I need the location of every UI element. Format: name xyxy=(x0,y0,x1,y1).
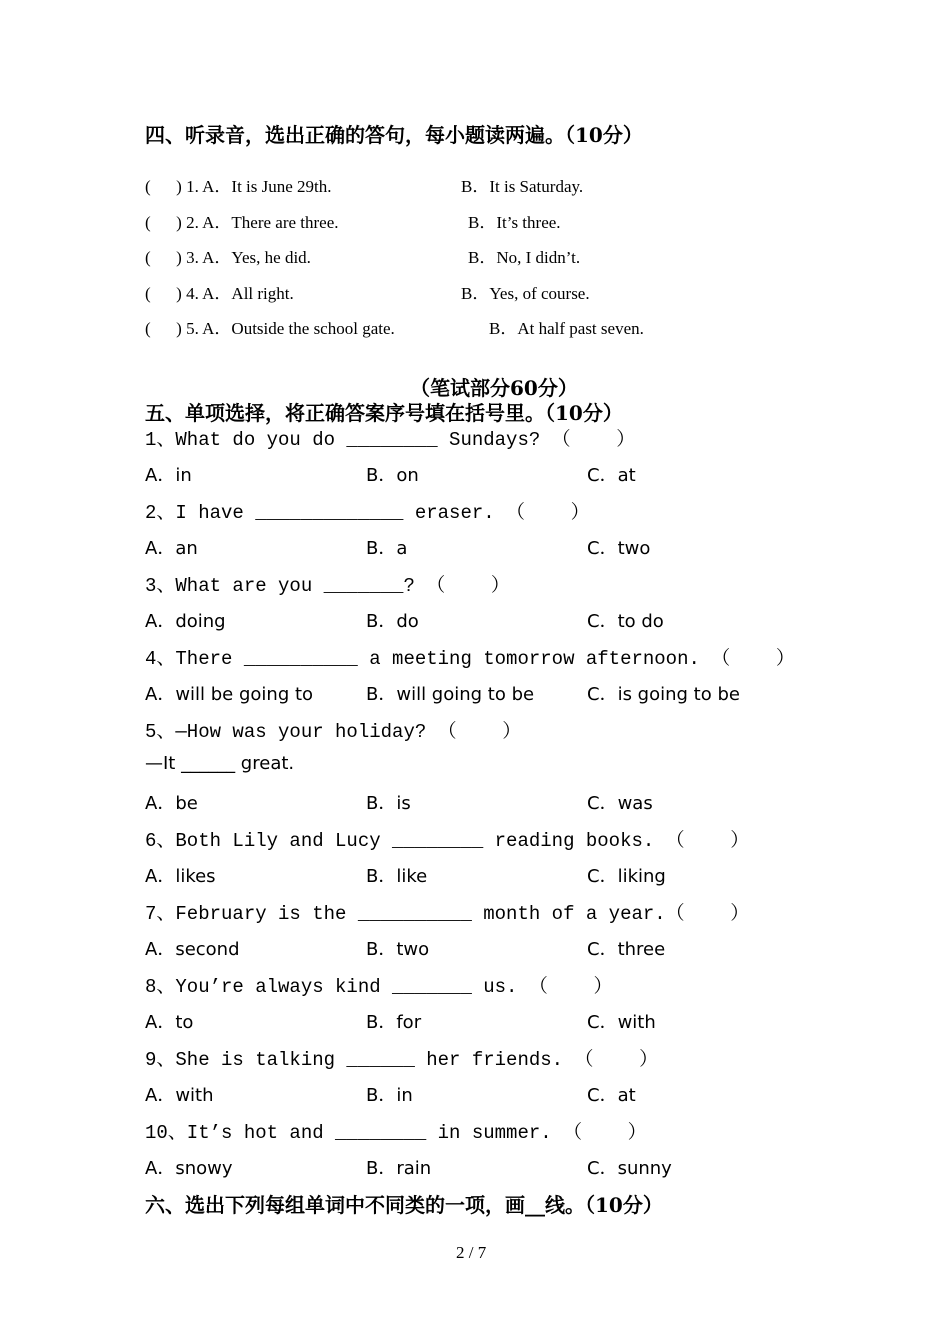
choice-question-4-option-c: C．is going to be xyxy=(587,684,740,705)
choice-question-1-option-b: B．on xyxy=(366,465,419,486)
choice-question-10-option-a: A．snowy xyxy=(145,1158,233,1179)
choice-question-5-option-c: C．was xyxy=(587,793,653,814)
choice-question-3-option-a: A．doing xyxy=(145,611,226,632)
choice-question-9-option-b: B．in xyxy=(366,1085,413,1106)
section5-title: 五、单项选择，将正确答案序号填在括号里。（10分） xyxy=(145,401,623,425)
choice-question-1-option-c: C．at xyxy=(587,465,636,486)
choice-question-9: 9、She is talking ______ her friends. （ ） xyxy=(145,1049,659,1071)
choice-question-8-option-b: B．for xyxy=(366,1012,422,1033)
choice-question-4-option-b: B．will going to be xyxy=(366,684,535,705)
choice-question-6-option-b: B．like xyxy=(366,866,428,887)
choice-question-9-option-c: C．at xyxy=(587,1085,636,1106)
listening-question-4: ( ) 4. A．All right. xyxy=(145,284,294,303)
listening-question-5-option-b: B．At half past seven. xyxy=(489,319,644,338)
listening-question-1: ( ) 1. A．It is June 29th. xyxy=(145,177,332,196)
choice-question-10-option-c: C．sunny xyxy=(587,1158,672,1179)
choice-question-4: 4、There __________ a meeting tomorrow afternoon. （ ） xyxy=(145,648,795,670)
choice-question-2-option-a: A．an xyxy=(145,538,198,559)
listening-question-2: ( ) 2. A．There are three. xyxy=(145,213,339,232)
choice-question-7: 7、February is the __________ month of a year.（ ） xyxy=(145,903,750,925)
listening-question-1-option-b: B．It is Saturday. xyxy=(461,177,584,196)
section4-title: 四、听录音，选出正确的答句，每小题读两遍。（10分） xyxy=(145,123,643,147)
choice-question-6-option-a: A．likes xyxy=(145,866,216,887)
listening-question-3: ( ) 3. A．Yes, he did. xyxy=(145,248,311,267)
choice-question-5-answer-line: —It ______ great. xyxy=(145,753,295,774)
page-number: 2 / 7 xyxy=(456,1243,487,1262)
section6-title: 六、选出下列每组单词中不同类的一项，画__线。（10分） xyxy=(145,1193,663,1217)
choice-question-6-option-c: C．liking xyxy=(587,866,666,887)
choice-question-7-option-a: A．second xyxy=(145,939,240,960)
written-part-label: （笔试部分60分） xyxy=(410,376,578,400)
choice-question-5-option-b: B．is xyxy=(366,793,411,814)
choice-question-7-option-b: B．two xyxy=(366,939,430,960)
listening-question-5: ( ) 5. A．Outside the school gate. xyxy=(145,319,395,338)
choice-question-5: 5、—How was your holiday? （ ） xyxy=(145,721,522,743)
choice-question-10-option-b: B．rain xyxy=(366,1158,432,1179)
choice-question-7-option-c: C．three xyxy=(587,939,666,960)
choice-question-5-option-a: A．be xyxy=(145,793,198,814)
choice-question-1-option-a: A．in xyxy=(145,465,192,486)
choice-question-9-option-a: A．with xyxy=(145,1085,214,1106)
choice-question-1: 1、What do you do ________ Sundays? （ ） xyxy=(145,429,636,451)
choice-question-8-option-a: A．to xyxy=(145,1012,194,1033)
choice-question-6: 6、Both Lily and Lucy ________ reading books. （ ） xyxy=(145,830,750,852)
choice-question-3-option-c: C．to do xyxy=(587,611,664,632)
choice-question-4-option-a: A．will be going to xyxy=(145,684,314,705)
choice-question-2-option-c: C．two xyxy=(587,538,651,559)
listening-question-2-option-b: B．It’s three. xyxy=(468,213,561,232)
choice-question-3-option-b: B．do xyxy=(366,611,419,632)
choice-question-8-option-c: C．with xyxy=(587,1012,656,1033)
listening-question-3-option-b: B．No, I didn’t. xyxy=(468,248,581,267)
choice-question-10: 10、It’s hot and ________ in summer. （ ） xyxy=(145,1122,647,1144)
choice-question-2: 2、I have _____________ eraser. （ ） xyxy=(145,502,590,524)
listening-question-4-option-b: B．Yes, of course. xyxy=(461,284,590,303)
choice-question-2-option-b: B．a xyxy=(366,538,408,559)
choice-question-3: 3、What are you _______? （ ） xyxy=(145,575,510,597)
choice-question-8: 8、You’re always kind _______ us. （ ） xyxy=(145,976,613,998)
